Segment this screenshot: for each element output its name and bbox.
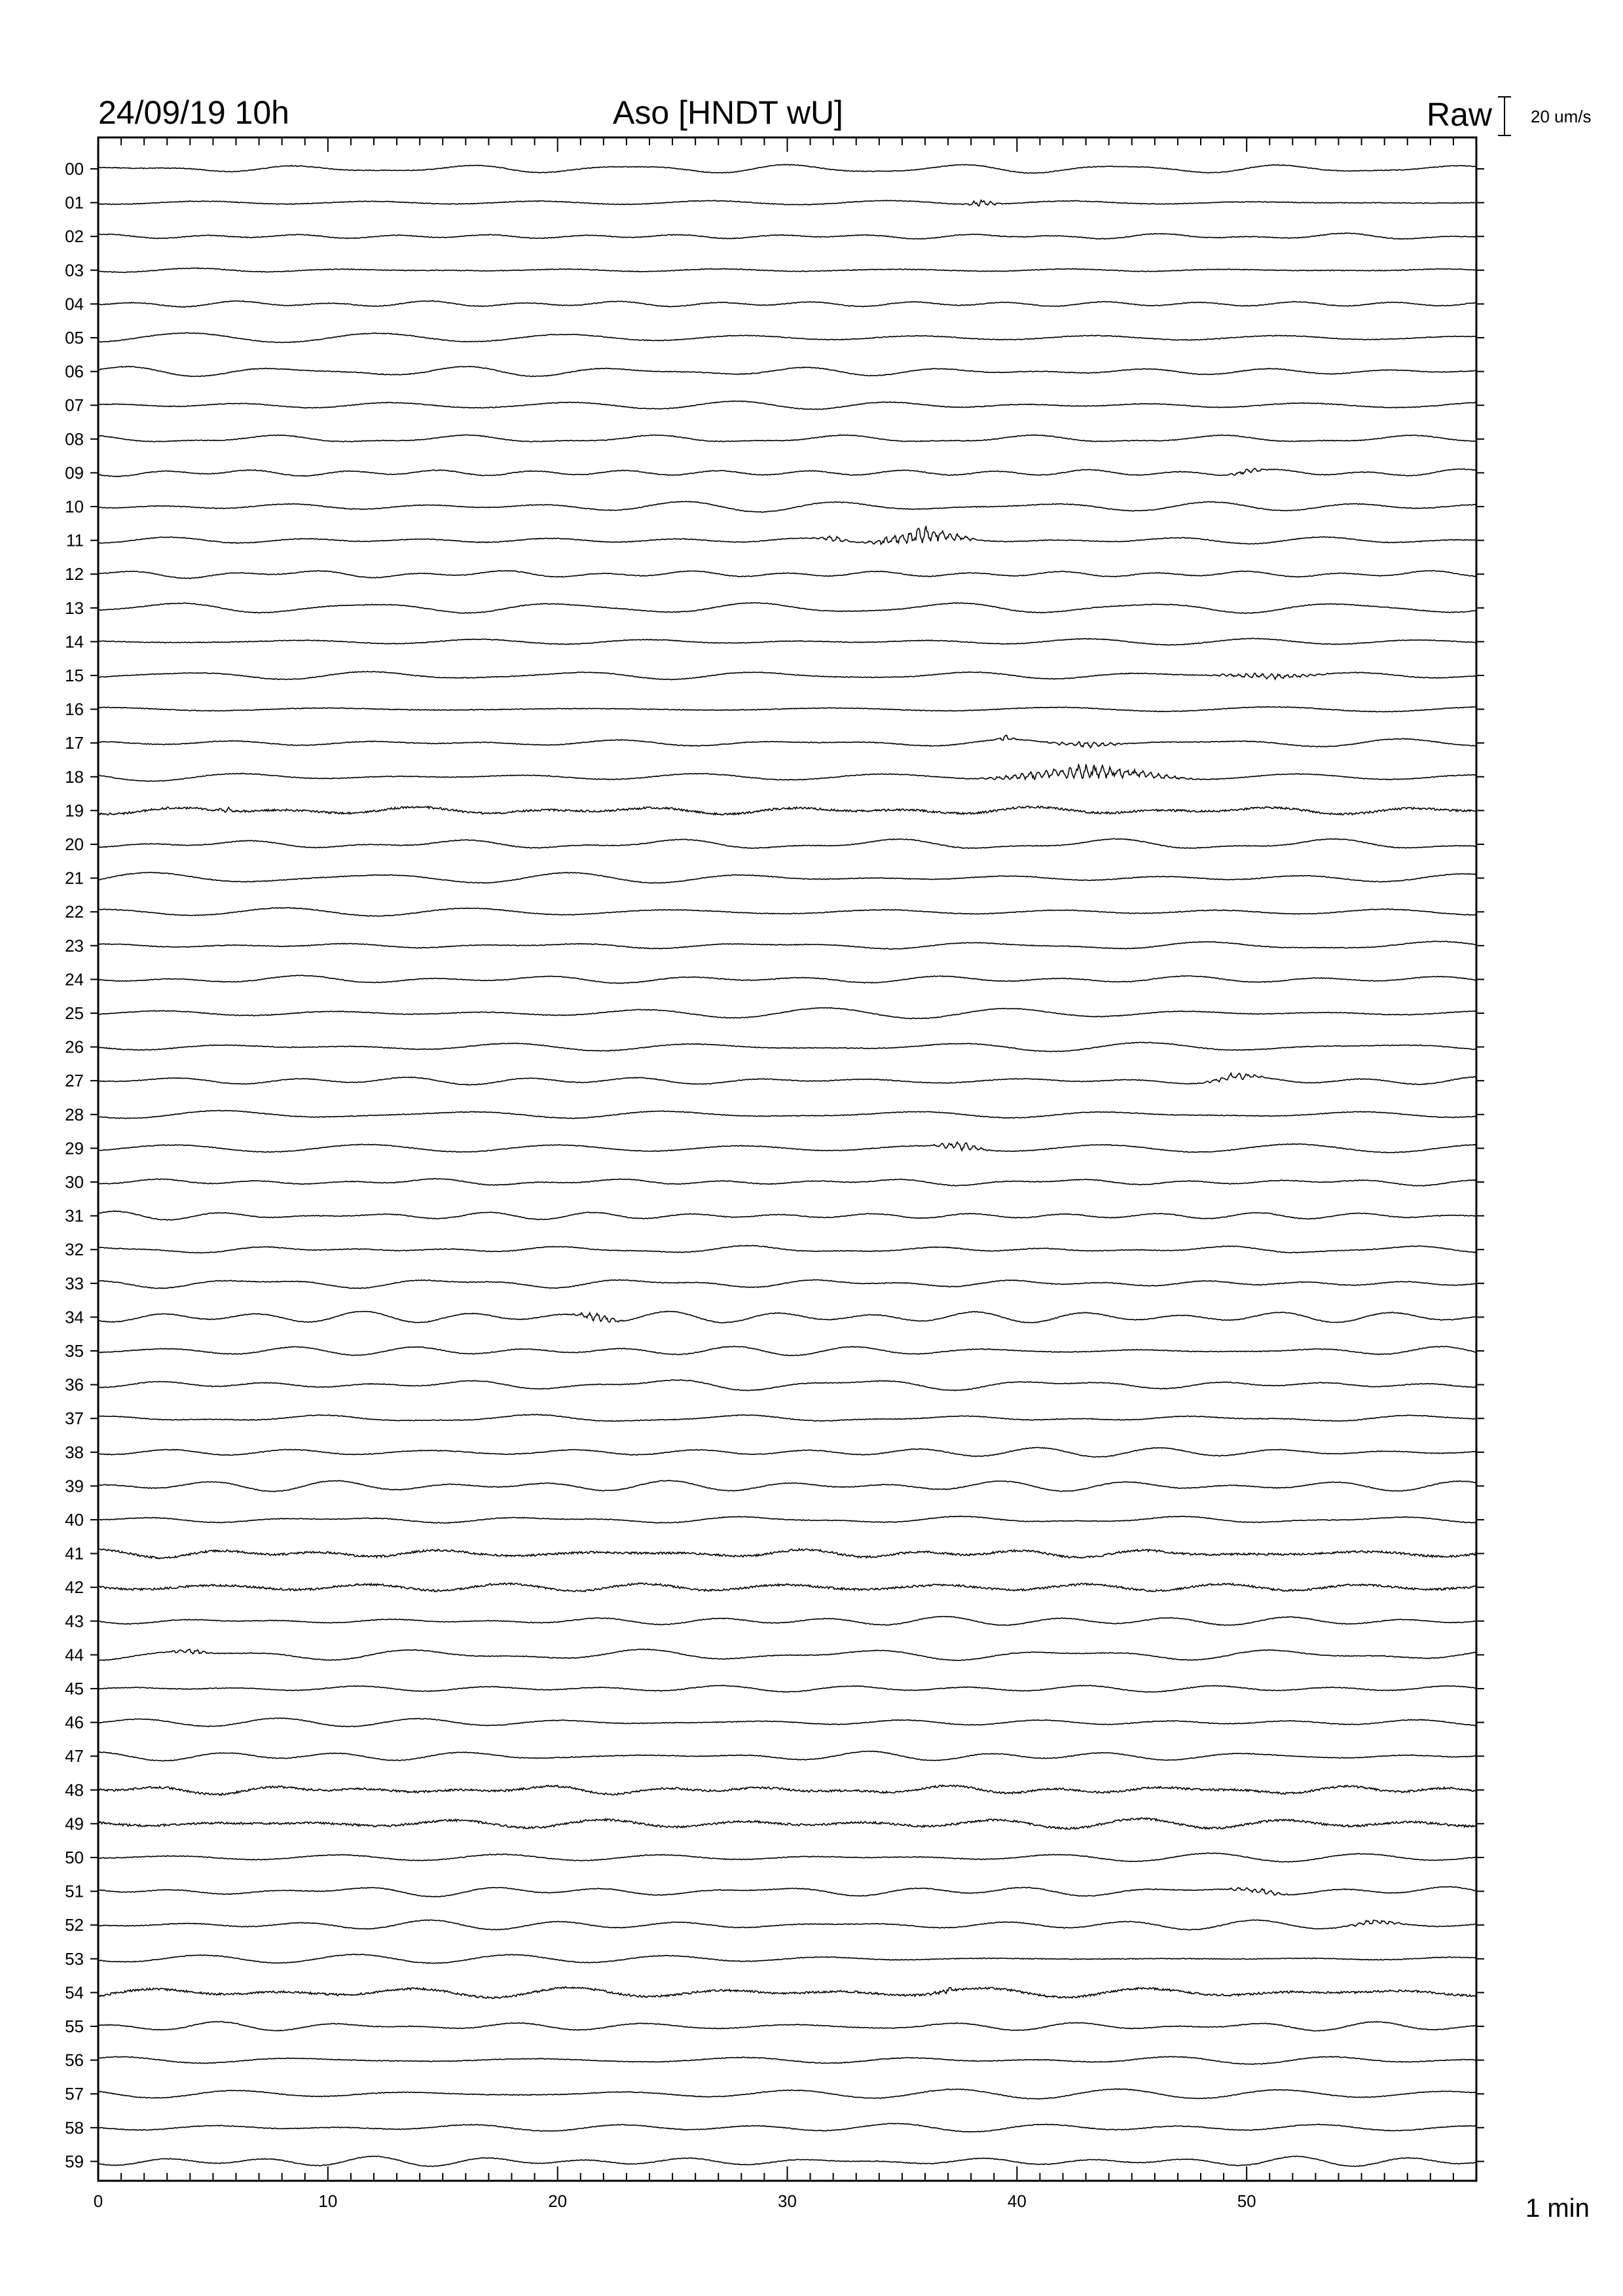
traces — [98, 164, 1476, 2166]
row-label: 36 — [65, 1374, 84, 1395]
trace-row — [98, 707, 1476, 712]
row-label: 19 — [65, 800, 84, 821]
trace-row — [98, 1414, 1476, 1422]
row-label: 03 — [65, 260, 84, 280]
trace-row — [98, 301, 1476, 308]
trace-row — [98, 1311, 1476, 1323]
row-label: 56 — [65, 2050, 84, 2070]
trace-row — [98, 838, 1476, 848]
axis-ticks — [98, 137, 1476, 2181]
trace-row — [98, 501, 1476, 512]
row-label: 59 — [65, 2151, 84, 2172]
row-label: 37 — [65, 1408, 84, 1429]
trace-row — [98, 1818, 1476, 1829]
row-label: 42 — [65, 1577, 84, 1598]
trace-row — [98, 1073, 1476, 1085]
x-tick-label: 50 — [1237, 2191, 1256, 2211]
row-label: 33 — [65, 1273, 84, 1293]
trace-row — [98, 367, 1476, 377]
row-label: 11 — [66, 530, 84, 550]
trace-row — [98, 1179, 1476, 1186]
station-title: Aso [HNDT wU] — [613, 94, 843, 131]
row-label: 08 — [65, 429, 84, 449]
row-label: 55 — [65, 2017, 84, 2036]
x-tick-label: 20 — [548, 2191, 568, 2211]
trace-row — [98, 1853, 1476, 1862]
row-label: 45 — [65, 1679, 84, 1698]
scale-bar — [1498, 97, 1511, 135]
row-label: 57 — [65, 2084, 84, 2104]
trace-row — [98, 1785, 1476, 1795]
row-label: 17 — [65, 733, 84, 753]
trace-row — [98, 1920, 1476, 1929]
trace-row — [98, 1617, 1476, 1626]
row-label: 27 — [65, 1071, 84, 1091]
row-label: 25 — [65, 1003, 84, 1023]
trace-row — [98, 1447, 1476, 1457]
row-label: 26 — [65, 1037, 84, 1057]
row-label: 24 — [65, 969, 84, 990]
row-label: 01 — [65, 192, 84, 213]
row-label: 06 — [65, 361, 84, 382]
row-label: 43 — [65, 1611, 84, 1631]
trace-row — [98, 1751, 1476, 1761]
trace-row — [98, 1480, 1476, 1492]
row-label: 40 — [65, 1510, 84, 1530]
trace-row — [98, 1110, 1476, 1119]
row-label: 49 — [65, 1814, 84, 1834]
row-label: 46 — [65, 1712, 84, 1732]
trace-row — [98, 527, 1476, 545]
trace-row — [98, 1042, 1476, 1052]
trace-row — [98, 1886, 1476, 1897]
row-label: 53 — [65, 1948, 84, 1969]
trace-row — [98, 401, 1476, 410]
row-label: 48 — [65, 1780, 84, 1800]
trace-row — [98, 638, 1476, 645]
row-label: 31 — [65, 1206, 84, 1226]
row-labels — [65, 159, 1484, 2171]
row-label: 29 — [65, 1138, 84, 1158]
trace-row — [98, 1516, 1476, 1523]
trace-row — [98, 1142, 1476, 1153]
row-label: 13 — [65, 598, 84, 618]
row-label: 41 — [65, 1543, 84, 1564]
trace-row — [98, 764, 1476, 781]
row-label: 54 — [65, 1982, 84, 2003]
trace-row — [98, 735, 1476, 747]
trace-row — [98, 1649, 1476, 1661]
trace-row — [98, 2056, 1476, 2064]
trace-row — [98, 469, 1476, 477]
plot-frame — [98, 137, 1476, 2181]
trace-row — [98, 1008, 1476, 1019]
row-label: 10 — [65, 497, 84, 516]
row-label: 30 — [65, 1172, 84, 1192]
trace-row — [98, 672, 1476, 680]
row-label: 02 — [65, 226, 84, 247]
x-unit-label: 1 min — [1525, 2194, 1590, 2223]
row-label: 09 — [65, 463, 84, 483]
row-label: 23 — [65, 935, 84, 956]
row-label: 20 — [65, 834, 84, 854]
trace-row — [98, 2089, 1476, 2099]
trace-row — [98, 1954, 1476, 1964]
trace-row — [98, 2156, 1476, 2166]
row-label: 44 — [65, 1645, 84, 1665]
row-label: 39 — [65, 1476, 84, 1496]
trace-row — [98, 975, 1476, 984]
trace-row — [98, 1346, 1476, 1355]
trace-row — [98, 571, 1476, 579]
row-label: 16 — [65, 699, 84, 719]
row-label: 58 — [65, 2117, 84, 2138]
trace-row — [98, 1280, 1476, 1288]
trace-row — [98, 164, 1476, 173]
mode-label: Raw — [1426, 96, 1492, 133]
trace-row — [98, 435, 1476, 442]
trace-row — [98, 1718, 1476, 1727]
row-label: 07 — [65, 395, 84, 416]
trace-row — [98, 233, 1476, 239]
trace-row — [98, 872, 1476, 884]
row-label: 47 — [65, 1746, 84, 1767]
row-label: 51 — [65, 1881, 84, 1901]
trace-row — [98, 806, 1476, 816]
trace-row — [98, 1380, 1476, 1391]
trace-row — [98, 2022, 1476, 2032]
record-datetime: 24/09/19 10h — [98, 94, 289, 131]
trace-row — [98, 941, 1476, 949]
x-tick-label: 40 — [1007, 2191, 1027, 2211]
row-label: 04 — [65, 294, 84, 314]
trace-row — [98, 1246, 1476, 1253]
trace-row — [98, 1583, 1476, 1592]
trace-row — [98, 2123, 1476, 2132]
trace-row — [98, 603, 1476, 613]
row-label: 22 — [65, 902, 84, 922]
x-tick-label: 0 — [93, 2191, 103, 2211]
trace-row — [98, 1211, 1476, 1220]
x-tick-label: 10 — [318, 2191, 338, 2211]
row-label: 38 — [65, 1442, 84, 1462]
trace-row — [98, 908, 1476, 916]
trace-row — [98, 332, 1476, 342]
trace-row — [98, 268, 1476, 272]
trace-row — [98, 200, 1476, 206]
row-label: 12 — [65, 564, 84, 584]
row-label: 50 — [65, 1848, 84, 1867]
row-label: 15 — [65, 666, 84, 685]
row-label: 34 — [65, 1307, 84, 1327]
row-label: 14 — [65, 632, 84, 652]
row-label: 05 — [65, 328, 84, 348]
row-label: 28 — [65, 1104, 84, 1124]
row-label: 52 — [65, 1915, 84, 1935]
trace-row — [98, 1685, 1476, 1693]
row-label: 18 — [65, 766, 84, 787]
x-tick-label: 30 — [778, 2191, 797, 2211]
trace-row — [98, 1549, 1476, 1558]
row-label: 21 — [65, 868, 84, 888]
scale-bar-label: 20 um/s — [1531, 107, 1592, 126]
row-label: 00 — [65, 159, 84, 179]
x-tick-labels — [94, 2191, 1256, 2211]
trace-row — [98, 1987, 1476, 1999]
row-label: 32 — [65, 1240, 84, 1260]
row-label: 35 — [65, 1341, 84, 1361]
